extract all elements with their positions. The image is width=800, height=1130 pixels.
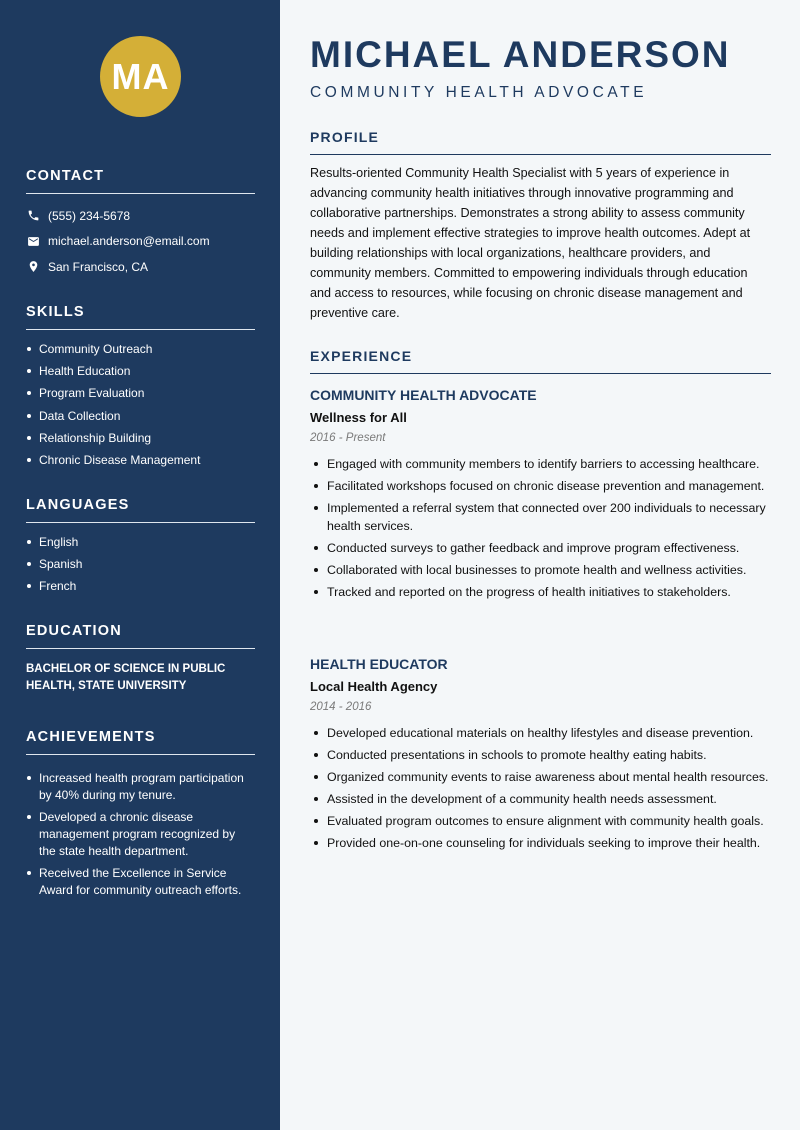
job-duties xyxy=(310,455,771,605)
candidate-name: MICHAEL ANDERSON xyxy=(310,34,731,75)
skills-list xyxy=(26,342,255,475)
languages-list xyxy=(26,535,255,602)
job-duties xyxy=(310,724,771,856)
language-item: Spanish xyxy=(26,557,255,579)
duty-item: Facilitated workshops focused on chronic disease prevention and management. xyxy=(310,477,771,495)
duty-item: Tracked and reported on the progress of health initiatives to stakeholders. xyxy=(310,583,771,601)
skill-item: Community Outreach xyxy=(26,342,255,364)
location-text: San Francisco, CA xyxy=(48,259,149,274)
contact-phone[interactable] xyxy=(26,203,255,229)
languages-section xyxy=(26,497,255,602)
job-dates: 2016 - Present xyxy=(310,432,386,444)
contact-heading: CONTACT xyxy=(26,168,255,194)
achievements-section xyxy=(26,729,255,904)
duty-item: Developed educational materials on healthy lifestyles and disease prevention. xyxy=(310,724,771,742)
phone-icon xyxy=(26,209,40,223)
location-pin-icon xyxy=(26,260,40,274)
duty-item: Evaluated program outcomes to ensure alignment with community health goals. xyxy=(310,812,771,830)
skills-heading: SKILLS xyxy=(26,304,255,330)
sidebar xyxy=(0,0,280,1130)
skill-item: Relationship Building xyxy=(26,431,255,453)
phone-text: (555) 234-5678 xyxy=(48,208,131,223)
education-degree: BACHELOR OF SCIENCE IN PUBLIC HEALTH, STATE UNIVERSITY xyxy=(26,663,226,692)
skill-item: Program Evaluation xyxy=(26,386,255,408)
job-title: COMMUNITY HEALTH ADVOCATE xyxy=(310,387,537,403)
contact-section xyxy=(26,168,255,280)
experience-heading: EXPERIENCE xyxy=(310,348,771,374)
duty-item: Assisted in the development of a community health needs assessment. xyxy=(310,790,771,808)
job-title: HEALTH EDUCATOR xyxy=(310,656,448,672)
skill-item: Health Education xyxy=(26,364,255,386)
contact-email[interactable] xyxy=(26,229,255,255)
languages-heading: LANGUAGES xyxy=(26,497,255,523)
job-company: Wellness for All xyxy=(310,410,407,425)
skills-section xyxy=(26,304,255,475)
candidate-title: COMMUNITY HEALTH ADVOCATE xyxy=(310,84,648,101)
achievement-item: Developed a chronic disease management program recognized by the state health department. xyxy=(26,809,255,860)
language-item: French xyxy=(26,579,255,601)
duty-item: Organized community events to raise awareness about mental health resources. xyxy=(310,768,771,786)
profile-text: Results-oriented Community Health Specialist with 5 years of experience in advancing community health initiatives through innovative programming and collaborative partnerships. Demonstrates a strong ability to assess community needs and implement effective strategies to improve health outcomes. Adept at building relationships with local organizations, healthcare providers, and community members. Committed to empowering individuals through education and access to resources, while focusing on chronic disease management and preventive care. xyxy=(310,166,751,320)
duty-item: Conducted presentations in schools to promote healthy eating habits. xyxy=(310,746,771,764)
duty-item: Provided one-on-one counseling for individuals seeking to improve their health. xyxy=(310,834,771,852)
duty-item: Implemented a referral system that connected over 200 individuals to necessary health services. xyxy=(310,499,771,535)
duty-item: Conducted surveys to gather feedback and improve program effectiveness. xyxy=(310,539,771,557)
education-heading: EDUCATION xyxy=(26,623,255,649)
duty-item: Engaged with community members to identify barriers to accessing healthcare. xyxy=(310,455,771,473)
achievements-heading: ACHIEVEMENTS xyxy=(26,729,255,755)
achievements-list xyxy=(26,770,255,899)
job-dates: 2014 - 2016 xyxy=(310,701,372,713)
email-text: michael.anderson@email.com xyxy=(48,234,210,249)
education-section xyxy=(26,623,255,695)
contact-location xyxy=(26,254,255,280)
email-icon xyxy=(26,234,40,248)
achievement-item: Received the Excellence in Service Award for community outreach efforts. xyxy=(26,865,255,899)
job-company: Local Health Agency xyxy=(310,679,438,694)
profile-heading: PROFILE xyxy=(310,129,771,155)
duty-item: Collaborated with local businesses to promote health and wellness activities. xyxy=(310,561,771,579)
achievement-item: Increased health program participation by 40% during my tenure. xyxy=(26,770,255,804)
avatar: MA xyxy=(100,36,181,117)
skill-item: Data Collection xyxy=(26,409,255,431)
language-item: English xyxy=(26,535,255,557)
skill-item: Chronic Disease Management xyxy=(26,453,255,475)
